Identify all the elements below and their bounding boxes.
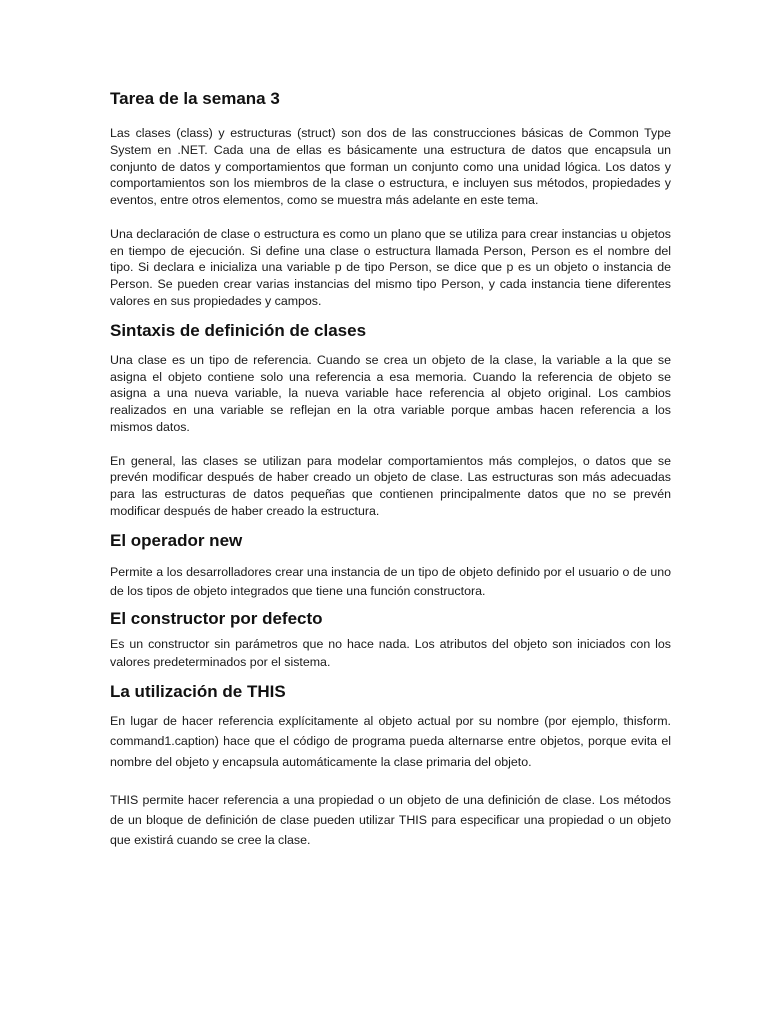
section-heading-this: La utilización de THIS: [110, 681, 286, 701]
this-paragraph-1: En lugar de hacer referencia explícitamente al objeto actual por su nombre (por ejemplo, thisform. command1.caption) hace que el código de programa pueda alternarse entre objetos, porque evita el nombre del objeto y encapsula automáticamente la clase primaria del objeto.: [110, 713, 671, 769]
constructor-paragraph: Es un constructor sin parámetros que no hace nada. Los atributos del objeto son iniciados con los valores predeterminados por el sistema.: [110, 636, 671, 669]
intro-paragraph-1: Las clases (class) y estructuras (struct) son dos de las construcciones básicas de Common Type System en .NET. Cada una de ellas es básicamente una estructura de datos que encapsula un conjunto de datos y comportamientos que forman un conjunto como una unidad lógica. Los datos y comportamientos son los miembros de la clase o estructura, e incluyen sus métodos, propiedades y eventos, entre otros elementos, como se muestra más adelante en este tema.: [110, 126, 671, 208]
section-heading-constructor: El constructor por defecto: [110, 608, 323, 628]
section-heading-operador-new: El operador new: [110, 530, 243, 550]
intro-paragraph-2: Una declaración de clase o estructura es como un plano que se utiliza para crear instancias u objetos en tiempo de ejecución. Si define una clase o estructura llamada Person, Person es el nombre del tipo. Si declara e inicializa una variable p de tipo Person, se dice que p es un objeto o instancia de Person. Se pueden crear varias instancias del mismo tipo Person, y cada instancia tiene diferentes valores en sus propiedades y campos.: [110, 226, 671, 308]
section-heading-sintaxis: Sintaxis de definición de clases: [110, 320, 367, 340]
sintaxis-paragraph-1: Una clase es un tipo de referencia. Cuando se crea un objeto de la clase, la variable a la que se asigna el objeto contiene solo una referencia a esa memoria. Cuando la referencia de objeto se asigna a una nueva variable, la nueva variable hace referencia al objeto original. Los cambios realizados en una variable se reflejan en la otra variable porque ambas hacen referencia a los mismos datos.: [110, 352, 671, 434]
operador-new-paragraph: Permite a los desarrolladores crear una instancia de un tipo de objeto definido por el usuario o de uno de los tipos de objeto integrados que tiene una función constructora.: [110, 564, 671, 599]
this-paragraph-2: THIS permite hacer referencia a una propiedad o un objeto de una definición de clase. Los métodos de un bloque de definición de clase pueden utilizar THIS para especificar una propiedad o un objeto que existirá cuando se cree la clase.: [110, 793, 671, 848]
document-page: [110, 88, 671, 850]
sintaxis-paragraph-2: En general, las clases se utilizan para modelar comportamientos más complejos, o datos que se prevén modificar después de haber creado un objeto de clase. Las estructuras son más adecuadas para las estructuras de datos pequeñas que contienen principalmente datos que no se prevén modificar después de haber creado la estructura.: [110, 453, 671, 518]
page-title: Tarea de la semana 3: [110, 89, 280, 108]
